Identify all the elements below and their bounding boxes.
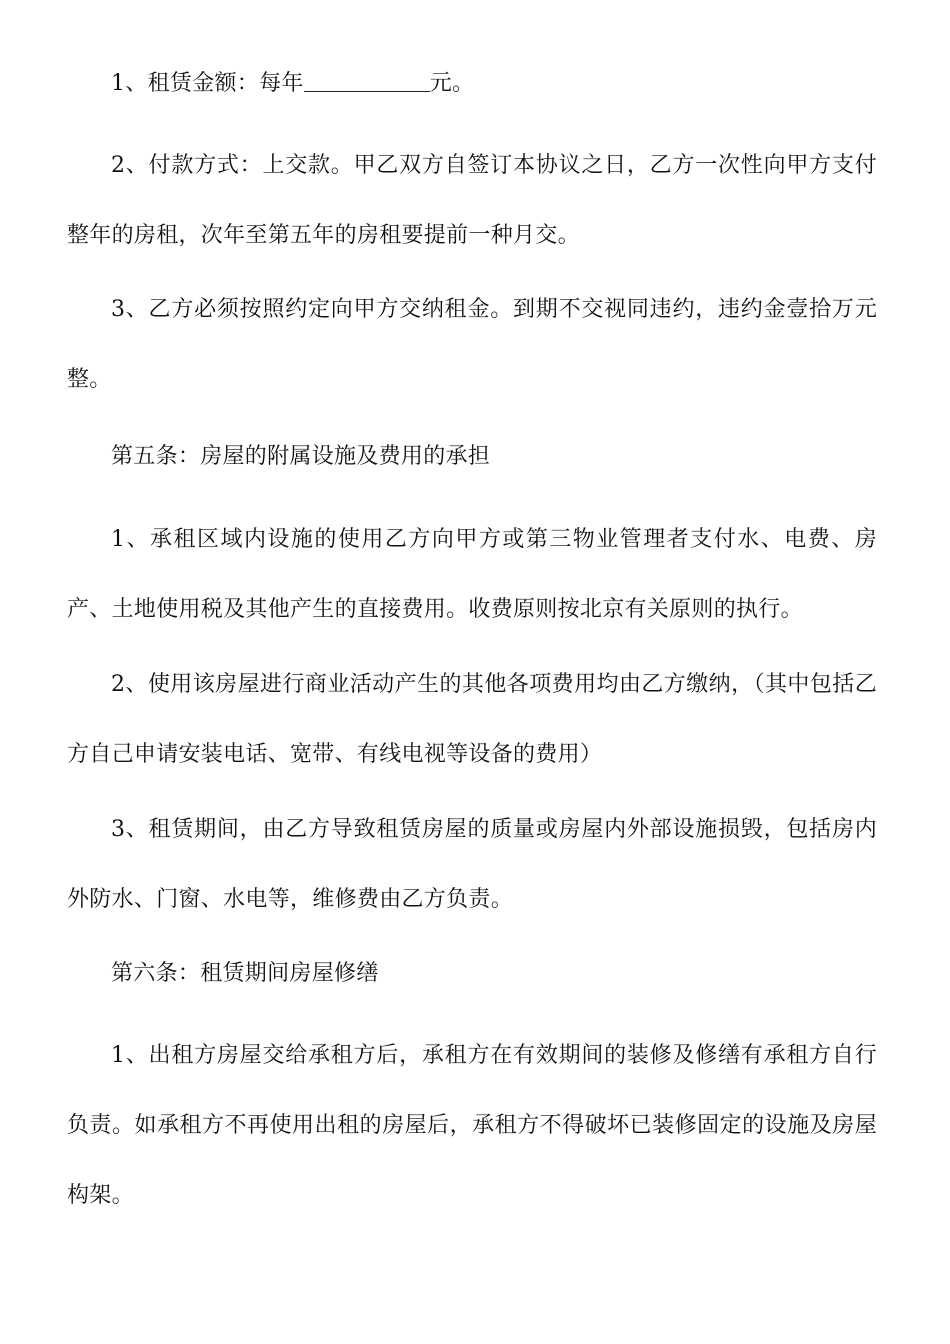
article-5-clause-3: 3、租赁期间，由乙方导致租赁房屋的质量或房屋内外部设施损毁，包括房内外防水、门窗、水电等，维修费由乙方负责。 — [67, 817, 877, 912]
article-5-clause-1: 1、承租区域内设施的使用乙方向甲方或第三物业管理者支付水、电费、房产、土地使用税及其他产生的直接费用。收费原则按北京有关原则的执行。 — [67, 527, 877, 622]
payment-method-clause: 2、付款方式：上交款。甲乙双方自签订本协议之日，乙方一次性向甲方支付整年的房租，次年至第五年的房租要提前一种月交。 — [67, 153, 877, 248]
rent-amount-clause — [67, 49, 877, 119]
rent-amount-suffix: 元。 — [429, 71, 475, 96]
rent-amount-prefix: 1、租赁金额：每年 — [111, 71, 304, 96]
pay-on-time-clause: 3、乙方必须按照约定向甲方交纳租金。到期不交视同违约，违约金壹拾万元整。 — [67, 297, 877, 392]
rent-amount-blank — [304, 69, 430, 92]
article-6-clause-1: 1、出租方房屋交给承租方后，承租方在有效期间的装修及修缮有承租方自行负责。如承租方不再使用出租的房屋后，承租方不得破坏已装修固定的设施及房屋构架。 — [67, 1043, 877, 1208]
article-6-heading: 第六条：租赁期间房屋修缮 — [111, 961, 379, 986]
article-5-heading: 第五条：房屋的附属设施及费用的承担 — [111, 444, 491, 469]
article-5-clause-2: 2、使用该房屋进行商业活动产生的其他各项费用均由乙方缴纳，（其中包括乙方自己申请安装电话、宽带、有线电视等设备的费用） — [67, 672, 877, 767]
